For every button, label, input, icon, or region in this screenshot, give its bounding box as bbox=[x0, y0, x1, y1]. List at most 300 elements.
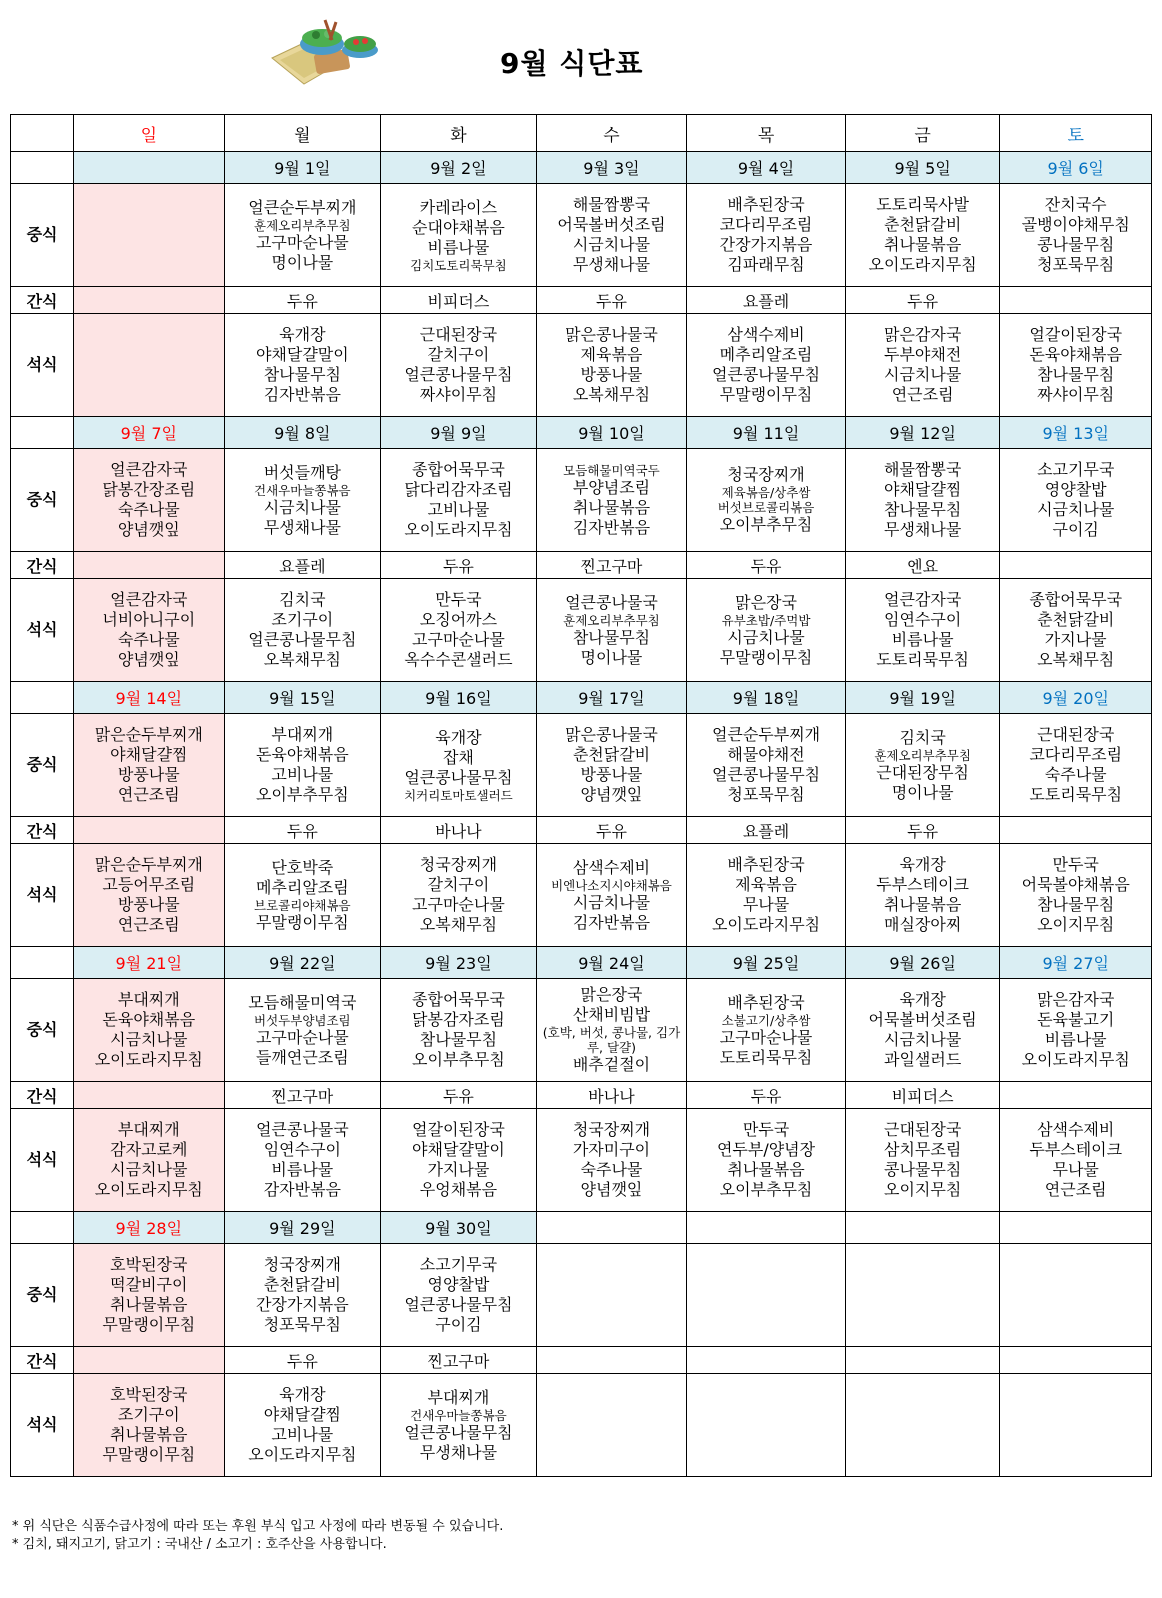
menu-item: 시금치나물 bbox=[884, 365, 962, 384]
date-cell: 9월 1일 bbox=[224, 152, 381, 184]
menu-item: 맑은콩나물국 bbox=[565, 325, 658, 344]
menu-item: 참나물무침 bbox=[884, 500, 962, 519]
snack-cell: 두유 bbox=[224, 1347, 381, 1374]
menu-item: 취나물볶음 bbox=[572, 497, 651, 517]
snack-cell: 바나나 bbox=[536, 1082, 687, 1109]
snack-cell: 요플레 bbox=[224, 552, 381, 579]
date-cell: 9월 26일 bbox=[845, 947, 1000, 979]
menu-item: 매실장아찌 bbox=[884, 915, 962, 934]
lunch-cell bbox=[1000, 714, 1152, 817]
dinner-cell bbox=[687, 1374, 846, 1477]
menu-item: 시금치나물 bbox=[572, 235, 651, 254]
date-cell: 9월 9일 bbox=[381, 417, 537, 449]
dinner-cell bbox=[687, 579, 846, 682]
menu-item: 간장가지볶음 bbox=[719, 235, 813, 254]
menu-item: 야채달걀말이 bbox=[255, 345, 349, 364]
menu-item: 얼큰감자국 bbox=[110, 590, 188, 609]
dinner-row bbox=[11, 579, 1152, 682]
menu-item: 오이부추무침 bbox=[719, 1180, 813, 1199]
menu-item: 취나물볶음 bbox=[884, 235, 962, 254]
menu-item: 김치국 bbox=[279, 590, 326, 609]
menu-item: 양념깻잎 bbox=[117, 650, 180, 669]
dinner-label: 석식 bbox=[11, 844, 74, 947]
menu-item: 맑은순두부찌개 bbox=[94, 725, 203, 744]
menu-item: 영양찰밥 bbox=[1044, 480, 1107, 499]
dinner-cell bbox=[536, 1109, 687, 1212]
dinner-cell bbox=[224, 844, 381, 947]
snack-cell: 비피더스 bbox=[845, 1082, 1000, 1109]
dinner-cell bbox=[845, 314, 1000, 417]
menu-item: 제육볶음 bbox=[735, 875, 797, 894]
menu-item: 종합어묵무국 bbox=[412, 460, 505, 479]
menu-item: 코다리무조림 bbox=[719, 215, 813, 234]
menu-item: 맑은순두부찌개 bbox=[94, 855, 203, 874]
lunch-row bbox=[11, 1244, 1152, 1347]
menu-item: 얼갈이된장국 bbox=[1029, 325, 1123, 344]
menu-item: 닭봉간장조림 bbox=[102, 480, 196, 499]
menu-item: 명이나물 bbox=[271, 252, 334, 272]
menu-item: 얼큰콩나물무침 bbox=[404, 1422, 513, 1442]
menu-item: 취나물볶음 bbox=[884, 895, 962, 914]
menu-item: 모듬해물미역국두 bbox=[563, 462, 660, 478]
menu-item: 시금치나물 bbox=[110, 1160, 188, 1179]
menu-item: (호박, 버섯, 콩나물, 김가 bbox=[542, 1025, 681, 1040]
menu-item: 도토리묵사발 bbox=[876, 195, 970, 214]
menu-item: 배추겉절이 bbox=[572, 1055, 651, 1074]
menu-item: 유부초밥/주먹밥 bbox=[721, 612, 811, 628]
date-cell: 9월 11일 bbox=[687, 417, 846, 449]
menu-item: 춘천닭갈비 bbox=[884, 215, 962, 234]
snack-label: 간식 bbox=[11, 1347, 74, 1374]
dinner-cell bbox=[74, 1374, 225, 1477]
dinner-cell bbox=[1000, 1374, 1152, 1477]
menu-item: 우엉채볶음 bbox=[419, 1180, 498, 1199]
menu-item: 브로콜리야채볶음 bbox=[254, 897, 351, 913]
menu-item: 육개장 bbox=[435, 727, 482, 747]
menu-item: 취나물볶음 bbox=[110, 1295, 188, 1314]
date-cell: 9월 16일 bbox=[381, 682, 537, 714]
menu-item: 짜샤이무침 bbox=[1037, 385, 1115, 404]
lunch-cell bbox=[1000, 1244, 1152, 1347]
menu-item: 돈육야채볶음 bbox=[1029, 345, 1123, 364]
dinner-cell bbox=[381, 314, 537, 417]
menu-item: 닭다리감자조림 bbox=[404, 480, 513, 499]
lunch-cell bbox=[381, 1244, 537, 1347]
snack-cell: 바나나 bbox=[381, 817, 537, 844]
lunch-cell bbox=[381, 184, 537, 287]
menu-item: 고구마순나물 bbox=[255, 1027, 349, 1047]
menu-item: 얼큰콩나물무침 bbox=[404, 1295, 513, 1314]
snack-cell bbox=[845, 1347, 1000, 1374]
menu-item: 호박된장국 bbox=[110, 1255, 188, 1274]
date-cell: 9월 2일 bbox=[381, 152, 537, 184]
menu-item: 오복채무침 bbox=[419, 915, 498, 934]
date-row bbox=[11, 682, 1152, 714]
menu-item: 오복채무침 bbox=[1037, 650, 1115, 669]
lunch-cell bbox=[74, 184, 225, 287]
menu-item: 근대된장국 bbox=[419, 325, 498, 344]
snack-cell: 두유 bbox=[224, 817, 381, 844]
menu-item: 야채달걀말이 bbox=[412, 1140, 505, 1159]
snack-label: 간식 bbox=[11, 552, 74, 579]
menu-item: 무말랭이무침 bbox=[255, 912, 349, 932]
menu-item: 시금치나물 bbox=[727, 627, 805, 647]
menu-item: 훈제오리부추무침 bbox=[874, 747, 971, 763]
menu-item: 김치국 bbox=[899, 727, 946, 747]
dinner-row bbox=[11, 1109, 1152, 1212]
lunch-cell bbox=[74, 714, 225, 817]
dinner-row bbox=[11, 1374, 1152, 1477]
menu-item: 근대된장국 bbox=[884, 1120, 962, 1139]
lunch-cell bbox=[1000, 449, 1152, 552]
menu-item: 연근조림 bbox=[1044, 1180, 1107, 1199]
menu-item: 시금치나물 bbox=[884, 1030, 962, 1049]
menu-item: 시금치나물 bbox=[1037, 500, 1115, 519]
menu-item: 만두국 bbox=[435, 590, 482, 609]
menu-item: 어묵볼야채볶음 bbox=[1021, 875, 1130, 894]
menu-item: 연근조림 bbox=[891, 385, 954, 404]
menu-item: 도토리묵무침 bbox=[719, 1047, 813, 1067]
menu-item: 메추리알조림 bbox=[255, 877, 349, 897]
lunch-cell bbox=[687, 449, 846, 552]
day-header-mon: 월 bbox=[224, 115, 381, 152]
snack-cell: 두유 bbox=[381, 552, 537, 579]
menu-item: 고등어무조림 bbox=[102, 875, 196, 894]
lunch-cell bbox=[224, 714, 381, 817]
menu-item: 임연수구이 bbox=[884, 610, 962, 629]
date-cell: 9월 23일 bbox=[381, 947, 537, 979]
date-cell: 9월 13일 bbox=[1000, 417, 1152, 449]
menu-item: 부대찌개 bbox=[117, 1120, 180, 1139]
menu-item: 소고기무국 bbox=[1037, 460, 1115, 479]
date-cell: 9월 20일 bbox=[1000, 682, 1152, 714]
date-cell bbox=[74, 152, 225, 184]
snack-cell: 두유 bbox=[536, 817, 687, 844]
footer-notes bbox=[12, 1518, 503, 1554]
menu-item: 고비나물 bbox=[271, 1425, 334, 1444]
date-cell: 9월 17일 bbox=[536, 682, 687, 714]
menu-item: 옥수수콘샐러드 bbox=[404, 650, 513, 669]
menu-item: 무말랭이무침 bbox=[719, 385, 813, 404]
menu-item: 무말랭이무침 bbox=[102, 1445, 196, 1464]
dinner-label: 석식 bbox=[11, 1374, 74, 1477]
menu-item: 비엔나소지시야채볶음 bbox=[551, 877, 672, 893]
menu-item: 무생채나물 bbox=[572, 255, 651, 274]
menu-item: 삼색수제비 bbox=[727, 325, 805, 344]
snack-row bbox=[11, 1347, 1152, 1374]
menu-item: 얼큰콩나물무침 bbox=[248, 630, 357, 649]
menu-item: 육개장 bbox=[899, 990, 946, 1009]
menu-item: 닭봉감자조림 bbox=[412, 1010, 505, 1029]
date-cell: 9월 12일 bbox=[845, 417, 1000, 449]
date-cell: 9월 14일 bbox=[74, 682, 225, 714]
lunch-label: 중식 bbox=[11, 714, 74, 817]
date-cell: 9월 19일 bbox=[845, 682, 1000, 714]
menu-item: 오복채무침 bbox=[572, 385, 651, 404]
menu-item: 비름나물 bbox=[427, 237, 490, 257]
menu-item: 제육볶음/상추쌈 bbox=[721, 485, 811, 500]
menu-item: 숙주나물 bbox=[117, 500, 180, 519]
date-cell: 9월 29일 bbox=[224, 1212, 381, 1244]
menu-item: 오복채무침 bbox=[263, 650, 341, 669]
menu-item: 얼큰콩나물무침 bbox=[404, 365, 513, 384]
menu-item: 어묵볼버섯조림 bbox=[868, 1010, 977, 1029]
menu-item: 감자고로케 bbox=[110, 1140, 188, 1159]
dinner-cell bbox=[74, 314, 225, 417]
menu-item: 오이부추무침 bbox=[719, 515, 813, 534]
menu-item: 소고기무국 bbox=[419, 1255, 498, 1274]
dinner-cell bbox=[1000, 844, 1152, 947]
snack-row bbox=[11, 552, 1152, 579]
snack-cell: 두유 bbox=[381, 1082, 537, 1109]
menu-item: 해물짬뽕국 bbox=[884, 460, 962, 479]
dinner-cell bbox=[845, 579, 1000, 682]
menu-item: 얼큰감자국 bbox=[110, 460, 188, 479]
day-header-thu: 목 bbox=[687, 115, 846, 152]
lunch-cell bbox=[536, 714, 687, 817]
lunch-cell bbox=[536, 979, 687, 1082]
dinner-cell bbox=[536, 579, 687, 682]
menu-item: 무생채나물 bbox=[263, 517, 341, 537]
snack-cell: 두유 bbox=[224, 287, 381, 314]
menu-item: 오이도라지무침 bbox=[711, 915, 821, 934]
menu-item: 오이도라지무침 bbox=[94, 1050, 203, 1069]
menu-item: 야채달걀찜 bbox=[110, 745, 188, 764]
lunch-cell bbox=[381, 449, 537, 552]
lunch-cell bbox=[224, 184, 381, 287]
menu-item: 단호박죽 bbox=[271, 857, 334, 877]
lunch-cell bbox=[687, 1244, 846, 1347]
menu-item: 시금치나물 bbox=[263, 497, 341, 517]
dinner-cell bbox=[845, 1109, 1000, 1212]
snack-cell: 두유 bbox=[845, 817, 1000, 844]
snack-cell bbox=[74, 817, 225, 844]
snack-cell: 두유 bbox=[845, 287, 1000, 314]
date-row bbox=[11, 152, 1152, 184]
menu-item: 춘천닭갈비 bbox=[1037, 610, 1115, 629]
menu-item: 돈육불고기 bbox=[1037, 1010, 1115, 1029]
menu-item: 고구마순나물 bbox=[719, 1027, 813, 1047]
menu-item: 고구마순나물 bbox=[412, 895, 505, 914]
lunch-label: 중식 bbox=[11, 184, 74, 287]
snack-cell: 두유 bbox=[687, 552, 846, 579]
menu-item: 청국장찌개 bbox=[572, 1120, 651, 1139]
menu-item: 루, 달걀) bbox=[586, 1040, 636, 1055]
dinner-cell bbox=[74, 844, 225, 947]
menu-item: 오이도라지무침 bbox=[868, 255, 977, 274]
day-header-row bbox=[11, 115, 1152, 152]
menu-item: 참나물무침 bbox=[419, 1030, 498, 1049]
menu-item: 김자반볶음 bbox=[572, 517, 651, 537]
menu-item: 배추된장국 bbox=[727, 195, 805, 214]
menu-item: 오이지무침 bbox=[884, 1180, 962, 1199]
lunch-row bbox=[11, 979, 1152, 1082]
menu-item: 청포묵무침 bbox=[1037, 255, 1115, 274]
date-cell bbox=[687, 1212, 846, 1244]
lunch-cell bbox=[1000, 184, 1152, 287]
menu-item: 두부야채전 bbox=[884, 345, 962, 364]
dinner-cell bbox=[845, 844, 1000, 947]
date-cell: 9월 27일 bbox=[1000, 947, 1152, 979]
date-cell: 9월 24일 bbox=[536, 947, 687, 979]
menu-item: 잡채 bbox=[442, 747, 474, 767]
menu-item: 가지나물 bbox=[1044, 630, 1107, 649]
snack-cell bbox=[1000, 1347, 1152, 1374]
lunch-cell bbox=[687, 714, 846, 817]
date-cell: 9월 10일 bbox=[536, 417, 687, 449]
snack-label: 간식 bbox=[11, 817, 74, 844]
menu-item: 오이부추무침 bbox=[412, 1050, 505, 1069]
lunch-label: 중식 bbox=[11, 979, 74, 1082]
lunch-cell bbox=[74, 979, 225, 1082]
menu-item: 육개장 bbox=[279, 325, 326, 344]
snack-row bbox=[11, 817, 1152, 844]
menu-item: 참나물무침 bbox=[1037, 895, 1115, 914]
menu-item: 얼큰콩나물무침 bbox=[711, 765, 821, 784]
dinner-cell bbox=[74, 579, 225, 682]
menu-item: 부대찌개 bbox=[117, 990, 180, 1009]
menu-item: 구이김 bbox=[435, 1315, 482, 1334]
menu-item: 산채비빔밥 bbox=[572, 1005, 651, 1024]
menu-item: 간장가지볶음 bbox=[255, 1295, 349, 1314]
lunch-cell bbox=[845, 979, 1000, 1082]
menu-item: 메추리알조림 bbox=[719, 345, 813, 364]
snack-cell: 찐고구마 bbox=[381, 1347, 537, 1374]
menu-item: 모듬해물미역국 bbox=[248, 992, 357, 1012]
lunch-cell bbox=[687, 184, 846, 287]
lunch-cell bbox=[381, 714, 537, 817]
date-row-label bbox=[11, 152, 74, 184]
menu-item: 숙주나물 bbox=[580, 1160, 643, 1179]
menu-item: 춘천닭갈비 bbox=[572, 745, 651, 764]
lunch-row bbox=[11, 184, 1152, 287]
menu-item: 짜샤이무침 bbox=[419, 385, 498, 404]
menu-item: 김파래무침 bbox=[727, 255, 805, 274]
lunch-cell bbox=[536, 1244, 687, 1347]
menu-item: 떡갈비구이 bbox=[110, 1275, 188, 1294]
date-row bbox=[11, 947, 1152, 979]
date-cell bbox=[845, 1212, 1000, 1244]
menu-item: 삼색수제비 bbox=[572, 857, 651, 877]
date-cell: 9월 4일 bbox=[687, 152, 846, 184]
menu-item: 참나물무침 bbox=[572, 627, 651, 647]
menu-item: 갈치구이 bbox=[427, 345, 490, 364]
dinner-cell bbox=[224, 314, 381, 417]
menu-item: 오이도라지무침 bbox=[248, 1445, 357, 1464]
snack-label: 간식 bbox=[11, 287, 74, 314]
date-cell: 9월 7일 bbox=[74, 417, 225, 449]
dinner-cell bbox=[381, 1374, 537, 1477]
snack-cell bbox=[536, 1347, 687, 1374]
dinner-label: 석식 bbox=[11, 579, 74, 682]
date-row-label bbox=[11, 682, 74, 714]
menu-item: 오이도라지무침 bbox=[404, 520, 513, 539]
menu-item: 두부스테이크 bbox=[876, 875, 970, 894]
date-cell: 9월 8일 bbox=[224, 417, 381, 449]
lunch-label: 중식 bbox=[11, 449, 74, 552]
dinner-cell bbox=[224, 579, 381, 682]
menu-item: 김자반볶음 bbox=[263, 385, 341, 404]
dinner-cell bbox=[224, 1374, 381, 1477]
menu-item: 만두국 bbox=[742, 1120, 790, 1139]
lunch-cell bbox=[224, 979, 381, 1082]
menu-item: 청국장찌개 bbox=[263, 1255, 341, 1274]
menu-item: 콩나물무침 bbox=[884, 1160, 962, 1179]
menu-item: 부대찌개 bbox=[271, 725, 334, 744]
menu-item: 도토리묵무침 bbox=[1029, 785, 1123, 804]
snack-row bbox=[11, 287, 1152, 314]
date-cell: 9월 22일 bbox=[224, 947, 381, 979]
lunch-row bbox=[11, 714, 1152, 817]
snack-cell: 요플레 bbox=[687, 817, 846, 844]
dinner-cell bbox=[381, 844, 537, 947]
dinner-cell bbox=[74, 1109, 225, 1212]
menu-item: 종합어묵무국 bbox=[412, 990, 505, 1009]
menu-item: 삼색수제비 bbox=[1037, 1120, 1115, 1139]
menu-item: 육개장 bbox=[279, 1385, 326, 1404]
date-row-label bbox=[11, 417, 74, 449]
menu-item: 무말랭이무침 bbox=[102, 1315, 196, 1334]
snack-cell bbox=[74, 287, 225, 314]
salad-illustration bbox=[270, 18, 385, 88]
menu-item: 콩나물무침 bbox=[1037, 235, 1115, 254]
snack-cell bbox=[687, 1347, 846, 1374]
menu-item: 치커리토마토샐러드 bbox=[404, 787, 513, 803]
snack-row bbox=[11, 1082, 1152, 1109]
menu-item: 근대된장무침 bbox=[876, 762, 970, 782]
dinner-cell bbox=[845, 1374, 1000, 1477]
menu-item: 돈육야채볶음 bbox=[102, 1010, 196, 1029]
date-cell: 9월 18일 bbox=[687, 682, 846, 714]
menu-item: 얼갈이된장국 bbox=[412, 1120, 505, 1139]
menu-item: 어묵볼버섯조림 bbox=[557, 215, 666, 234]
menu-item: 무생채나물 bbox=[884, 520, 962, 539]
day-header-sun: 일 bbox=[74, 115, 225, 152]
dinner-row bbox=[11, 314, 1152, 417]
menu-body bbox=[11, 152, 1152, 1477]
menu-item: 조기구이 bbox=[271, 610, 334, 629]
menu-item: 건새우마늘쫑볶음 bbox=[254, 482, 351, 498]
dinner-cell bbox=[687, 844, 846, 947]
lunch-cell bbox=[845, 1244, 1000, 1347]
menu-item: 연두부/양념장 bbox=[716, 1140, 816, 1159]
dinner-cell bbox=[224, 1109, 381, 1212]
menu-item: 근대된장국 bbox=[1037, 725, 1115, 744]
menu-item: 버섯브로콜리볶음 bbox=[717, 500, 815, 515]
snack-cell bbox=[1000, 1082, 1152, 1109]
lunch-cell bbox=[224, 449, 381, 552]
menu-item: 명이나물 bbox=[580, 647, 643, 667]
menu-item: 만두국 bbox=[1052, 855, 1099, 874]
dinner-row bbox=[11, 844, 1152, 947]
menu-item: 육개장 bbox=[899, 855, 946, 874]
menu-item: 맑은장국 bbox=[580, 985, 643, 1004]
menu-item: 맑은감자국 bbox=[884, 325, 962, 344]
menu-item: 청포묵무침 bbox=[263, 1315, 341, 1334]
menu-item: 얼큰순두부찌개 bbox=[711, 725, 821, 744]
menu-item: 순대야채볶음 bbox=[412, 217, 505, 237]
menu-item: 참나물무침 bbox=[1037, 365, 1115, 384]
day-header-fri: 금 bbox=[845, 115, 1000, 152]
menu-item: 영양찰밥 bbox=[427, 1275, 490, 1294]
menu-item: 연근조림 bbox=[117, 915, 180, 934]
snack-cell: 엔요 bbox=[845, 552, 1000, 579]
menu-item: 고구마순나물 bbox=[255, 232, 349, 252]
menu-item: 무나물 bbox=[1052, 1160, 1099, 1179]
dinner-cell bbox=[1000, 579, 1152, 682]
menu-item: 참나물무침 bbox=[263, 365, 341, 384]
menu-item: 연근조림 bbox=[117, 785, 180, 804]
